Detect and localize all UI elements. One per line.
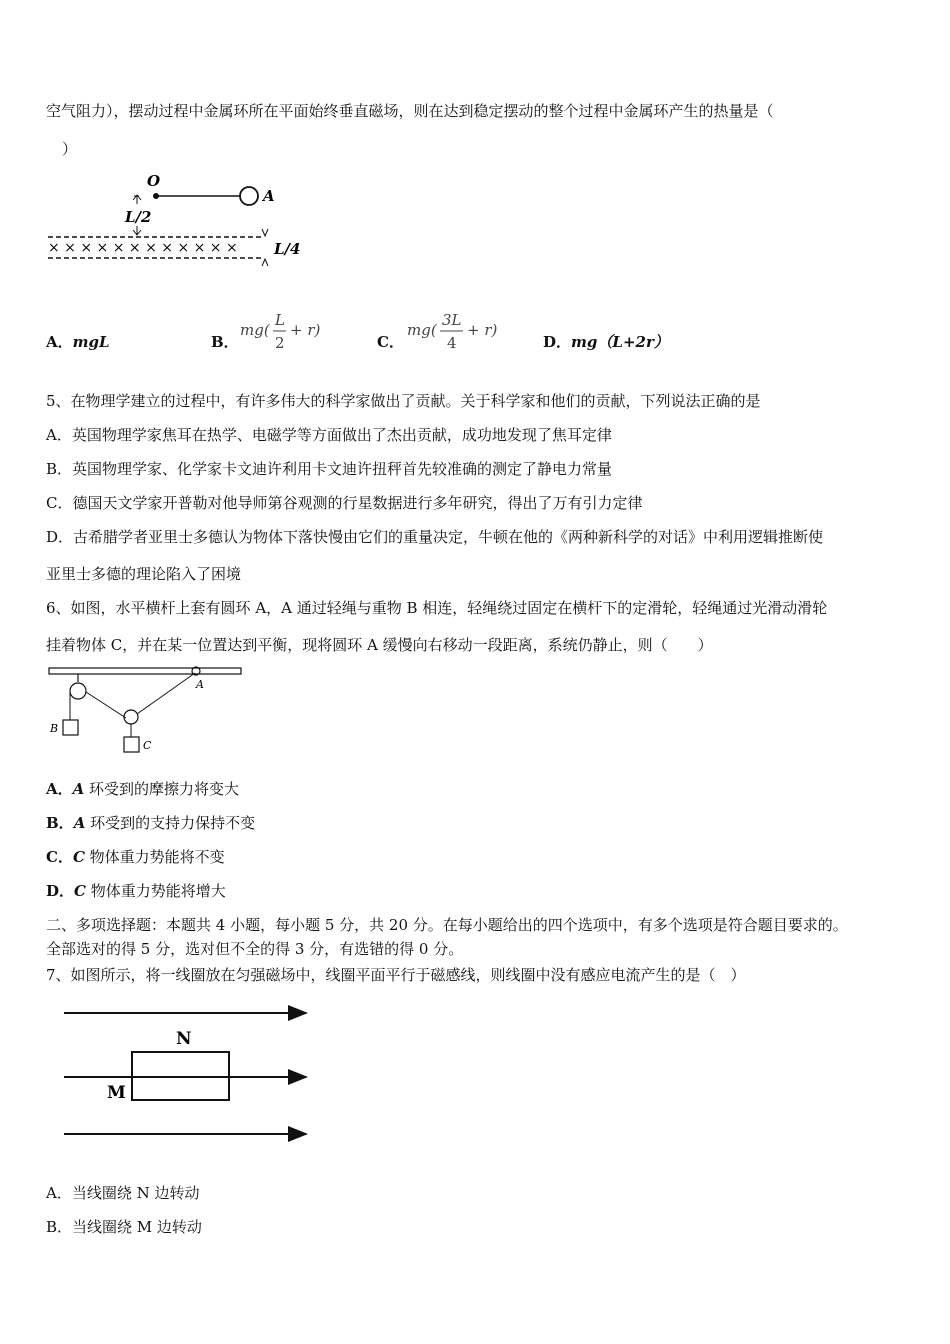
q4-option-b-label: B． — [211, 333, 239, 351]
q7-option-b: B．当线圈绕 M 边转动 — [46, 1218, 202, 1236]
q4-option-c-label: C． — [377, 333, 404, 351]
q6-option-c: C．C 物体重力势能将不变 — [46, 848, 225, 866]
q4-option-b-suffix: + r) — [290, 321, 321, 339]
q6-stem-line1: 6、如图，水平横杆上套有圆环 A，A 通过轻绳与重物 B 相连，轻绳绕过固定在横杆下的定滑轮，轻绳通过光滑动滑轮 — [46, 599, 828, 617]
q6-label-C: C — [143, 739, 152, 752]
q6-crossbar — [49, 668, 241, 674]
q4-text-line1: 空气阻力），摆动过程中金属环所在平面始终垂直磁场，则在达到稳定摆动的整个过程中金属环产生的热量是（ — [46, 102, 774, 120]
q4-option-b-num: L — [275, 311, 285, 329]
q4-option-a-label: A． — [46, 333, 73, 351]
q4-option-c-prefix: mg( — [407, 321, 437, 339]
section2-line1: 二、多项选择题：本题共 4 小题，每小题 5 分，共 20 分。在每小题给出的四个选项中，有多个选项是符合题目要求的。 — [46, 916, 848, 934]
q4-ring-A — [240, 187, 258, 205]
q7-figure — [60, 1003, 320, 1148]
q4-option-b — [211, 332, 239, 352]
q5-stem: 5、在物理学建立的过程中，有许多伟大的科学家做出了贡献。关于科学家和他们的贡献，下列说法正确的是 — [46, 392, 761, 410]
q6-option-a: A．A 环受到的摩擦力将变大 — [46, 780, 240, 798]
q4-option-c — [377, 332, 404, 352]
q6-figure — [46, 664, 246, 760]
q4-option-c-formula — [407, 310, 507, 356]
q6-label-A: A — [196, 678, 204, 691]
q4-field-crosses: × × × × × × × × × × × × — [48, 240, 238, 256]
q6-option-d: D．C 物体重力势能将增大 — [46, 882, 226, 900]
q4-option-d-mg: mg — [571, 333, 598, 351]
q6-rope-right — [137, 673, 195, 714]
q6-weight-C — [124, 737, 139, 752]
q7-label-N: N — [176, 1029, 192, 1049]
q4-option-c-num: 3L — [442, 311, 462, 329]
section2-line2: 全部选对的得 5 分，选对但不全的得 3 分，有选错的得 0 分。 — [46, 940, 464, 958]
q4-option-c-suffix: + r) — [467, 321, 498, 339]
q6-option-b: B．A 环受到的支持力保持不变 — [46, 814, 256, 832]
q7-option-a: A．当线圈绕 N 边转动 — [46, 1184, 200, 1202]
q6-stem-line2: 挂着物体 C，并在某一位置达到平衡，现将圆环 A 缓慢向右移动一段距离，系统仍静止，则（ ） — [46, 636, 713, 654]
q4-option-a-value: mgL — [72, 333, 110, 351]
q7-stem: 7、如图所示，将一线圈放在匀强磁场中，线圈平面平行于磁感线，则线圈中没有感应电流产生的是（ ） — [46, 966, 746, 984]
q6-label-B: B — [50, 722, 59, 735]
q4-option-a — [46, 332, 110, 352]
q4-option-b-formula — [240, 310, 330, 356]
q5-option-d-line1: D．古希腊学者亚里士多德认为物体下落快慢由它们的重量决定，牛顿在他的《两种新科学的对话》中利用逻辑推断使 — [46, 528, 824, 546]
q7-label-M: M — [107, 1083, 126, 1103]
q6-fixed-pulley — [70, 683, 86, 699]
q4-label-half: L/2 — [125, 208, 152, 226]
q5-option-d-line2: 亚里士多德的理论陷入了困境 — [46, 565, 242, 583]
q5-option-c: C．德国天文学家开普勒对他导师第谷观测的行星数据进行多年研究，得出了万有引力定律 — [46, 494, 643, 512]
q4-option-b-den: 2 — [275, 334, 285, 352]
q4-label-O: O — [147, 172, 161, 190]
q4-option-d-label: D． — [543, 333, 572, 351]
q4-text-line2: ） — [62, 140, 78, 158]
q4-figure — [44, 168, 324, 278]
q6-weight-B — [63, 720, 78, 735]
q4-option-c-den: 4 — [447, 334, 457, 352]
q6-movable-pulley — [124, 710, 138, 724]
q4-option-b-prefix: mg( — [240, 321, 270, 339]
q5-option-a: A．英国物理学家焦耳在热学、电磁学等方面做出了杰出贡献，成功地发现了焦耳定律 — [46, 426, 612, 444]
q4-label-quarter: L/4 — [274, 240, 301, 258]
q6-rope-left — [86, 692, 126, 718]
q5-option-b: B．英国物理学家、化学家卡文迪许利用卡文迪许扭秤首先较准确的测定了静电力常量 — [46, 460, 613, 478]
q4-option-d-rest: （L+2r） — [597, 333, 669, 351]
q4-option-d — [543, 332, 669, 352]
q4-label-A: A — [263, 187, 275, 205]
